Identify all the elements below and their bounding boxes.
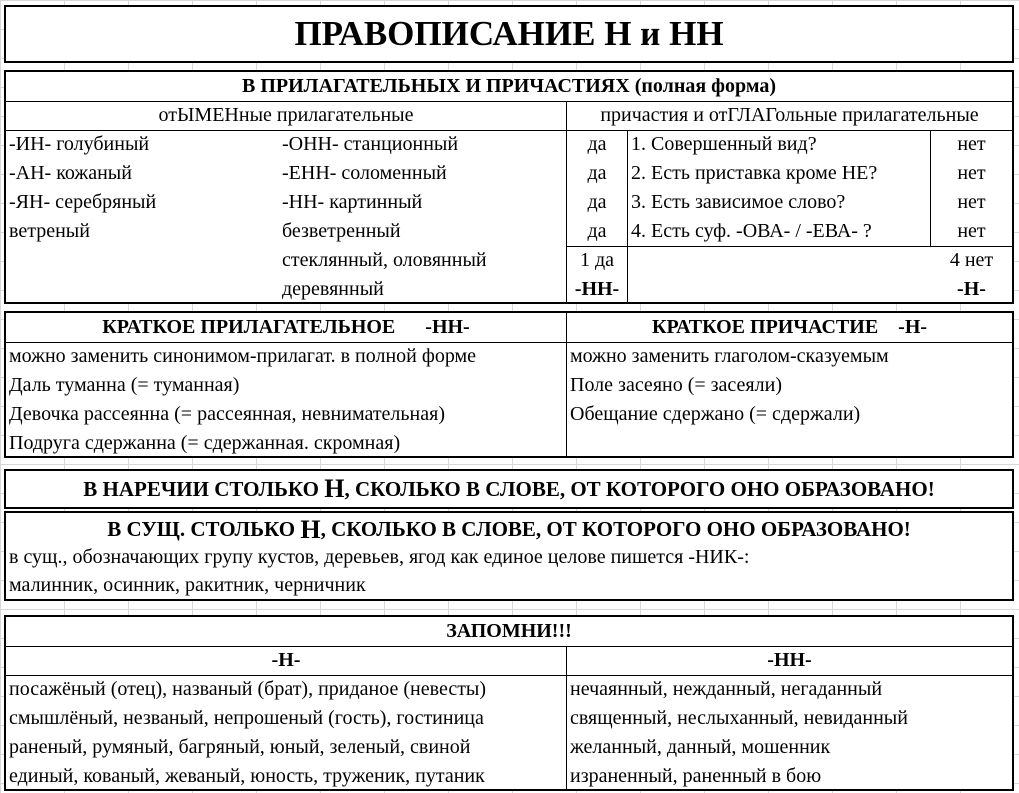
result-nn: -НН- [574, 278, 620, 300]
suffix-onn-example: -ОНН- станционный [282, 133, 459, 155]
adjectives-section [4, 70, 1014, 304]
exception-bezvetrenny: безветренный [282, 220, 401, 242]
remember-n-words: смышлёный, незваный, непрошеный (гость), гостиница [9, 707, 484, 729]
four-no-label: 4 нет [949, 249, 994, 271]
remember-n-words: единый, кованый, жеваный, юность, труженик, путаник [9, 765, 485, 787]
short-forms-section [4, 311, 1014, 458]
short-adjective-example: Подруга сдержанна (= сдержанная. скромная) [9, 432, 401, 454]
remember-nn-words: священный, неслыханный, невиданный [570, 707, 908, 729]
remember-n-words: раненый, румяный, багряный, юный, зеленый, свиной [9, 736, 471, 758]
noun-section [4, 511, 1014, 601]
noun-rule-post: , СКОЛЬКО В СЛОВЕ, ОТ КОТОРОГО ОНО ОБРАЗОВАНО! [320, 517, 911, 541]
answer-yes: да [587, 191, 607, 213]
answer-yes: да [587, 220, 607, 242]
suffix-yan-example: -ЯН- серебряный [9, 191, 157, 213]
short-participle-example: Обещание сдержано (= сдержали) [570, 403, 861, 425]
short-participle-rule: можно заменить глаголом-сказуемым [570, 345, 889, 367]
short-adjective-example: Девочка рассеянна (= рассеянная, невнимательная) [9, 403, 445, 425]
answer-no: нет [957, 191, 986, 213]
adverb-rule [4, 469, 1014, 509]
short-adjective-header [6, 313, 566, 342]
question-2: 2. Есть приставка кроме НЕ? [631, 162, 878, 184]
remember-section [4, 615, 1014, 791]
exception-derevyanny: деревянный [282, 278, 384, 300]
exception-steklyanny: стеклянный, оловянный [282, 249, 487, 271]
answer-yes: да [587, 162, 607, 184]
adverb-rule-post: , СКОЛЬКО В СЛОВЕ, ОТ КОТОРОГО ОНО ОБРАЗОВАНО! [344, 476, 935, 501]
short-participle-title: КРАТКОЕ ПРИЧАСТИЕ [651, 316, 879, 338]
noun-suffix-rule: в сущ., обозначающих групу кустов, деревьев, ягод как единое целове пишется -НИК-: [9, 546, 750, 568]
one-yes-label: 1 да [579, 249, 615, 271]
remember-nn-header: -НН- [767, 649, 812, 671]
remember-nn-words: израненный, раненный в бою [570, 765, 822, 787]
short-participle-example: Поле засеяно (= засеяли) [570, 374, 782, 396]
result-n: -Н- [957, 278, 986, 300]
adverb-rule-letter: Н [324, 474, 345, 503]
remember-nn-words: желанный, данный, мошенник [570, 736, 831, 758]
suffix-enn-example: -ЕНН- соломенный [282, 162, 447, 184]
adjectives-header-suffix: (полная форма) [634, 75, 776, 97]
short-adjective-example: Даль туманна (= туманная) [9, 374, 240, 396]
suffix-in-example: -ИН- голубиный [9, 133, 150, 155]
noun-examples: малинник, осинник, ракитник, черничник [9, 574, 366, 596]
question-4: 4. Есть суф. -ОВА- / -ЕВА- ? [631, 220, 872, 242]
page-title-text: ПРАВОПИСАНИЕ Н и НН [294, 14, 724, 53]
participles-header: причастия и отГЛАГольные прилагательные [600, 104, 979, 126]
adjectives-header-text: В ПРИЛАГАТЕЛЬНЫХ И ПРИЧАСТИЯХ [242, 75, 630, 97]
short-participle-marker: -Н- [898, 316, 928, 338]
noun-rule-letter: Н [300, 514, 321, 544]
adjectives-header [6, 72, 1012, 101]
short-participle-header [567, 313, 1012, 342]
answer-no: нет [957, 220, 986, 242]
remember-n-words: посажёный (отец), названый (брат), приданое (невесты) [9, 678, 487, 700]
denominal-adjectives-header: отЫМЕНные прилагательные [158, 104, 414, 126]
answer-no: нет [957, 133, 986, 155]
page-title [4, 5, 1014, 63]
short-adjective-rule: можно заменить синонимом-прилагат. в полной форме [9, 345, 477, 367]
answer-yes: да [587, 133, 607, 155]
noun-rule-pre: В СУЩ. СТОЛЬКО [107, 517, 296, 541]
short-adjective-title: КРАТКОЕ ПРИЛАГАТЕЛЬНОЕ [102, 316, 396, 338]
exception-vetreny: ветреный [9, 220, 90, 242]
question-3: 3. Есть зависимое слово? [631, 191, 846, 213]
remember-header: ЗАПОМНИ!!! [446, 620, 572, 642]
remember-n-header: -Н- [271, 649, 301, 671]
remember-nn-words: нечаянный, нежданный, негаданный [570, 678, 883, 700]
short-adjective-marker: -НН- [425, 316, 470, 338]
suffix-an-example: -АН- кожаный [9, 162, 132, 184]
noun-rule [6, 513, 1012, 546]
answer-no: нет [957, 162, 986, 184]
suffix-nn-example: -НН- картинный [282, 191, 423, 213]
question-1: 1. Совершенный вид? [631, 133, 817, 155]
adverb-rule-pre: В НАРЕЧИИ СТОЛЬКО [83, 476, 319, 501]
